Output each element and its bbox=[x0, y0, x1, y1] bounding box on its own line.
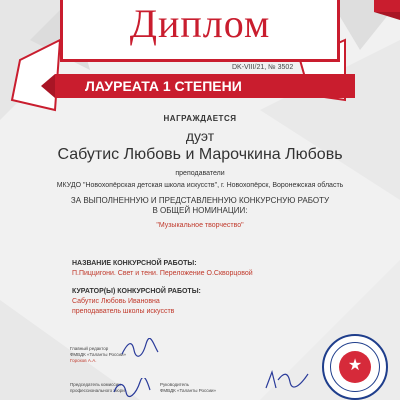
editor-org: ФМВДК «Таланты России» bbox=[70, 352, 127, 358]
title-banner bbox=[60, 0, 340, 62]
for-work-line-1: ЗА ВЫПОЛНЕННУЮ И ПРЕДСТАВЛЕННУЮ КОНКУРСНУЮ РАБОТУ bbox=[70, 196, 330, 205]
recipient-names: Сабутис Любовь и Марочкина Любовь bbox=[57, 146, 343, 163]
recipient-role: преподаватели bbox=[175, 170, 225, 177]
editor-name: Горохов А.А. bbox=[70, 358, 97, 364]
star-icon: ★ bbox=[347, 357, 363, 374]
chair-signature bbox=[112, 378, 152, 398]
editor-signature-block bbox=[70, 346, 126, 364]
registration-number: DK-VIII/21, № 3502 bbox=[232, 64, 294, 71]
corner-ribbon bbox=[374, 0, 400, 12]
for-work-line-2: В ОБЩЕЙ НОМИНАЦИИ: bbox=[152, 206, 248, 215]
head-org: ФМВДК «Таланты России» bbox=[160, 388, 217, 394]
head-title: Руководитель bbox=[160, 382, 189, 387]
work-title-value: П.Пиццигони. Свет и тени. Переложение О.Скворцовой bbox=[72, 270, 253, 277]
editor-signature bbox=[120, 338, 160, 360]
chair-title: Председатель комиссии bbox=[70, 382, 121, 387]
ensemble-type: дуэт bbox=[185, 128, 215, 144]
school-name: МКУДО "Новохопёрская детская школа искусств", г. Новохопёрск, Воронежская область bbox=[56, 182, 344, 189]
curator-label: КУРАТОР(Ы) КОНКУРСНОЙ РАБОТЫ: bbox=[72, 288, 201, 295]
head-signature bbox=[262, 368, 312, 394]
curator-name: Сабутис Любовь Ивановна bbox=[72, 298, 160, 305]
nomination-value: "Музыкальное творчество" bbox=[156, 222, 244, 229]
work-title-label: НАЗВАНИЕ КОНКУРСНОЙ РАБОТЫ: bbox=[72, 260, 197, 267]
curator-role: преподаватель школы искусств bbox=[72, 308, 175, 315]
head-signature-block bbox=[160, 382, 216, 394]
talents-seal bbox=[322, 334, 388, 400]
editor-title: Главный редактор bbox=[70, 346, 109, 351]
awarded-heading: НАГРАЖДАЕТСЯ bbox=[163, 114, 237, 123]
degree-ribbon: ЛАУРЕАТА 1 СТЕПЕНИ bbox=[55, 74, 355, 98]
seal-center bbox=[339, 351, 371, 383]
chair-org: профессионального жюри bbox=[70, 388, 125, 394]
diploma-title: Диплом bbox=[129, 1, 271, 46]
